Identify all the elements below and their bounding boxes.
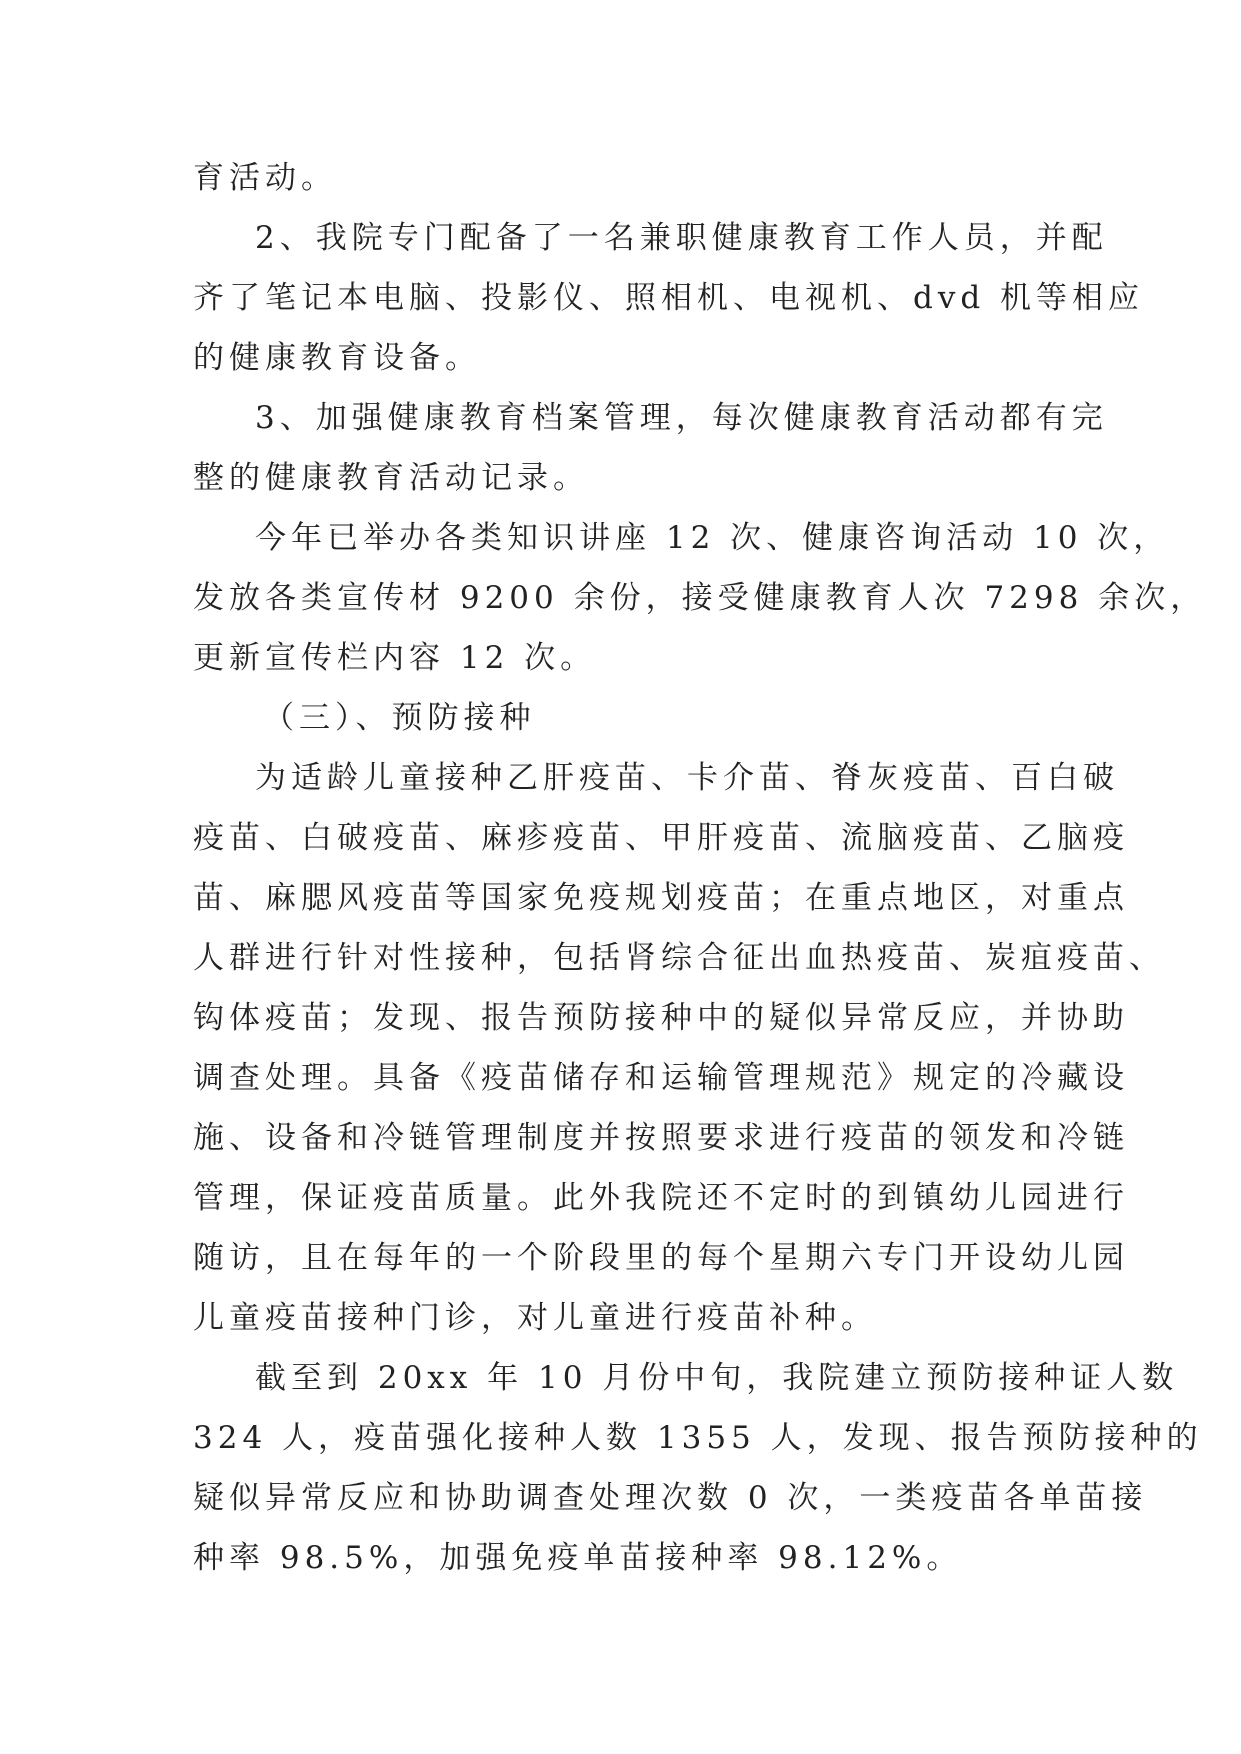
text-line: 人群进行针对性接种，包括肾综合征出血热疫苗、炭疽疫苗、 [193, 940, 1165, 976]
paragraph-start-line: 2、我院专门配备了一名兼职健康教育工作人员，并配 [255, 220, 1108, 256]
text-line: 苗、麻腮风疫苗等国家免疫规划疫苗；在重点地区，对重点 [193, 880, 1129, 916]
text-line: 324 人，疫苗强化接种人数 1355 人，发现、报告预防接种的 [193, 1420, 1203, 1456]
text-line: 发放各类宣传材 9200 余份，接受健康教育人次 7298 余次， [193, 580, 1207, 616]
text-line: 调查处理。具备《疫苗储存和运输管理规范》规定的冷藏设 [193, 1060, 1129, 1096]
text-line: 管理，保证疫苗质量。此外我院还不定时的到镇幼儿园进行 [193, 1180, 1129, 1216]
paragraph-start-line: 为适龄儿童接种乙肝疫苗、卡介苗、脊灰疫苗、百白破 [255, 760, 1119, 796]
document-body [193, 148, 1207, 1588]
text-line: 的健康教育设备。 [193, 340, 481, 376]
paragraph-start-line: 截至到 20xx 年 10 月份中旬，我院建立预防接种证人数 [255, 1360, 1179, 1396]
text-line: 儿童疫苗接种门诊，对儿童进行疫苗补种。 [193, 1300, 877, 1336]
text-line: 整的健康教育活动记录。 [193, 460, 589, 496]
text-line: 钩体疫苗；发现、报告预防接种中的疑似异常反应，并协助 [193, 1000, 1129, 1036]
text-line: 疫苗、白破疫苗、麻疹疫苗、甲肝疫苗、流脑疫苗、乙脑疫 [193, 820, 1129, 856]
text-line: 疑似异常反应和协助调查处理次数 0 次，一类疫苗各单苗接 [193, 1480, 1148, 1516]
text-line: 随访，且在每年的一个阶段里的每个星期六专门开设幼儿园 [193, 1240, 1129, 1276]
text-line: 育活动。 [193, 160, 337, 196]
text-line: 更新宣传栏内容 12 次。 [193, 640, 597, 676]
text-line: 种率 98.5%，加强免疫单苗接种率 98.12%。 [193, 1540, 963, 1576]
paragraph-start-line: 3、加强健康教育档案管理，每次健康教育活动都有完 [255, 400, 1108, 436]
paragraph-start-line: 今年已举办各类知识讲座 12 次、健康咨询活动 10 次， [255, 520, 1170, 556]
text-line: 齐了笔记本电脑、投影仪、照相机、电视机、dvd 机等相应 [193, 280, 1145, 316]
section-heading: （三）、预防接种 [263, 700, 536, 736]
text-line: 施、设备和冷链管理制度并按照要求进行疫苗的领发和冷链 [193, 1120, 1129, 1156]
